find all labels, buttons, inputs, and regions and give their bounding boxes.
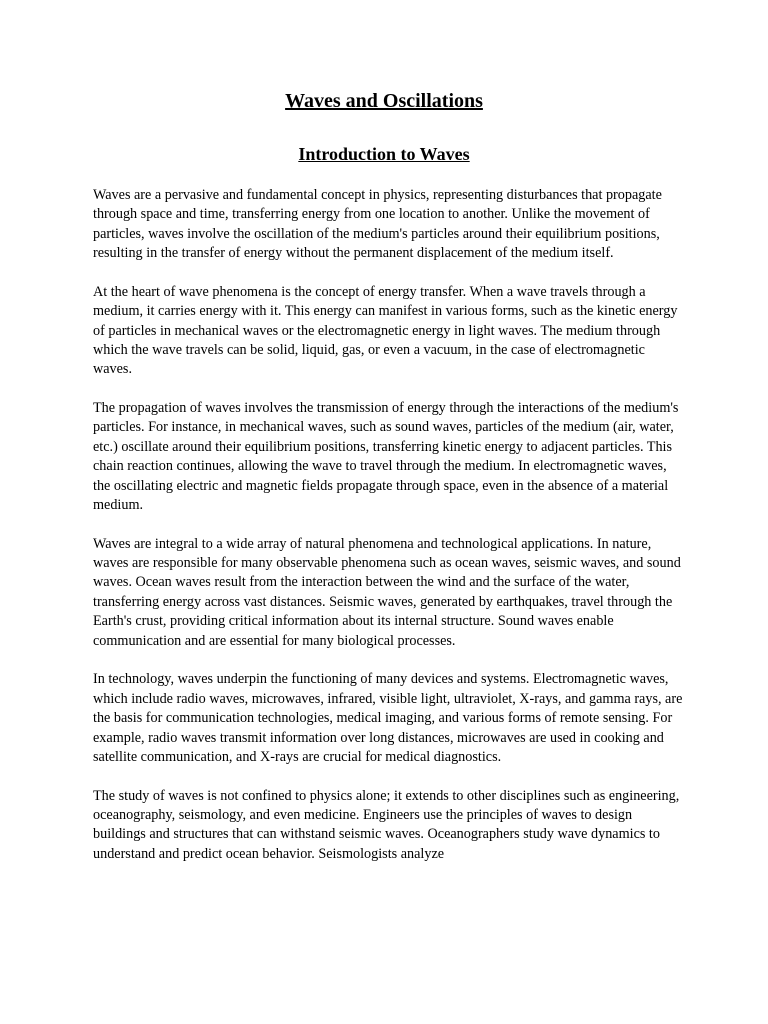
document-title: Waves and Oscillations <box>285 90 483 112</box>
paragraph: The study of waves is not confined to physics alone; it extends to other disciplines such as engineering, oceanography, seismology, and even medicine. Engineers use the principles of waves to design buildings and structures that can withstand seismic waves. Oceanographers study wave dynamics to understand and predict ocean behavior. Seismologists analyze <box>93 787 680 862</box>
document-body <box>93 186 683 883</box>
paragraph: At the heart of wave phenomena is the concept of energy transfer. When a wave travels through a medium, it carries energy with it. This energy can manifest in various forms, such as the kinetic energy of particles in mechanical waves or the electromagnetic energy in light waves. The medium through which the wave travels can be solid, liquid, gas, or even a vacuum, in the case of electromagnetic waves. <box>93 283 678 378</box>
paragraph: Waves are a pervasive and fundamental concept in physics, representing disturbances that propagate through space and time, transferring energy from one location to another. Unlike the movement of particles, waves involve the oscillation of the medium's particles around their equilibrium positions, resulting in the transfer of energy without the permanent displacement of the medium itself. <box>93 187 662 262</box>
paragraph: Waves are integral to a wide array of natural phenomena and technological applications. In nature, waves are responsible for many observable phenomena such as ocean waves, seismic waves, and sound waves. Ocean waves result from the interaction between the wind and the surface of the water, transferring energy across vast distances. Seismic waves, generated by earthquakes, travel through the Earth's crust, providing critical information about its internal structure. Sound waves enable communication and are essential for many biological processes. <box>93 535 681 649</box>
section-heading: Introduction to Waves <box>298 144 470 164</box>
paragraph: The propagation of waves involves the transmission of energy through the interactions of the medium's particles. For instance, in mechanical waves, such as sound waves, particles of the medium (air, water, etc.) oscillate around their equilibrium positions, transferring kinetic energy to adjacent particles. This chain reaction continues, allowing the wave to travel through the medium. In electromagnetic waves, the oscillating electric and magnetic fields propagate through space, even in the absence of a material medium. <box>93 400 679 514</box>
paragraph: In technology, waves underpin the functioning of many devices and systems. Electromagnetic waves, which include radio waves, microwaves, infrared, visible light, ultraviolet, X-rays, and gamma rays, are the basis for communication technologies, medical imaging, and various forms of remote sensing. For example, radio waves transmit information over long distances, microwaves are used in cooking and satellite communication, and X-rays are crucial for medical diagnostics. <box>93 671 683 765</box>
